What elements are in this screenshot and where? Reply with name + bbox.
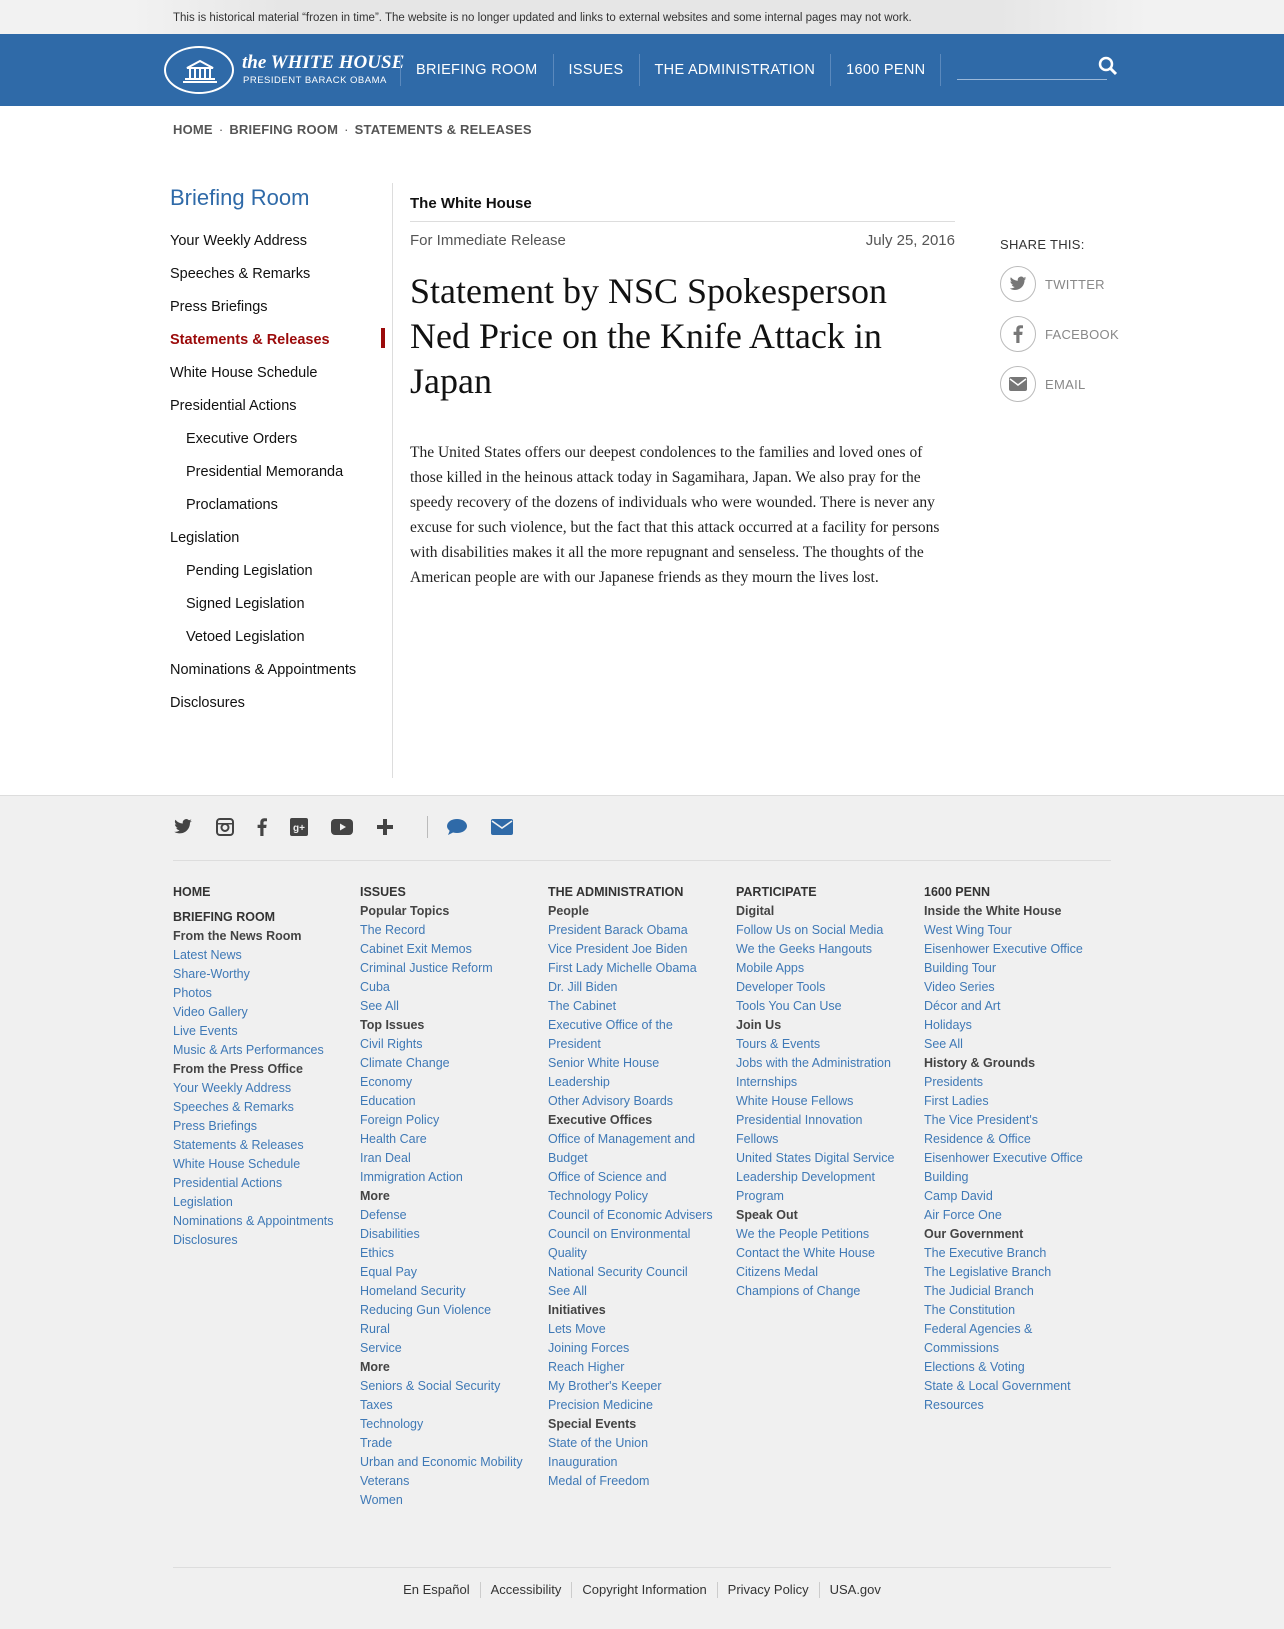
nav-briefing-room[interactable]: BRIEFING ROOM [400, 54, 553, 86]
sidebar-item-presidential-actions[interactable]: Presidential Actions [170, 398, 297, 414]
logo-title: the WHITE HOUSE [242, 52, 405, 73]
historical-notice-bar [0, 0, 1284, 34]
footer-link[interactable]: Trade [360, 1436, 393, 1450]
nav-the-administration[interactable]: THE ADMINISTRATION [639, 54, 831, 86]
footer-link[interactable]: Leadership Development Program [736, 1170, 875, 1203]
footer-link[interactable]: Other Advisory Boards [548, 1094, 674, 1108]
footer-link[interactable]: Dr. Jill Biden [548, 980, 618, 994]
footer-link[interactable]: Citizens Medal [736, 1265, 818, 1279]
footer-column-1600-penn [924, 883, 1089, 1415]
footer-link[interactable]: Champions of Change [736, 1284, 861, 1298]
twitter-icon[interactable] [1000, 266, 1036, 302]
footer-link[interactable]: Immigration Action [360, 1170, 463, 1184]
footer-link[interactable]: Décor and Art [924, 999, 1001, 1013]
footer-link[interactable]: West Wing Tour [924, 923, 1012, 937]
footer-link[interactable]: Ethics [360, 1246, 395, 1260]
footer-subheading: Special Events [548, 1417, 637, 1431]
footer-subheading: Initiatives [548, 1303, 606, 1317]
footer-link[interactable]: Photos [173, 986, 212, 1000]
instagram-icon[interactable] [216, 818, 234, 836]
footer-link[interactable]: See All [548, 1284, 587, 1298]
share-label: SHARE THIS: [1000, 237, 1085, 252]
sidebar-item-press-briefings[interactable]: Press Briefings [170, 299, 268, 315]
main-nav [400, 54, 941, 86]
site-header [0, 34, 1284, 106]
footer-link[interactable]: Precision Medicine [548, 1398, 653, 1412]
footer-subheading: Inside the White House [924, 904, 1062, 918]
footer-link[interactable]: Disclosures [173, 1233, 238, 1247]
footer-bottom-links [0, 1582, 1284, 1598]
sidebar-item-legislation[interactable]: Legislation [170, 530, 240, 546]
footer-column-home [173, 883, 353, 1250]
footer-link[interactable]: Presidential Actions [173, 1176, 283, 1190]
share-email[interactable] [1000, 366, 1119, 402]
footer-heading[interactable]: ISSUES [360, 885, 406, 899]
breadcrumb [173, 122, 532, 137]
footer-link[interactable]: Press Briefings [173, 1119, 258, 1133]
footer-link[interactable]: Latest News [173, 948, 242, 962]
sidebar-item-statements-releases[interactable]: Statements & Releases [170, 332, 392, 365]
footer-column-administration [548, 883, 713, 1491]
article-body: The United States offers our deepest condolences to the families and loved ones of those killed in the heinous attack today in Sagamihara, Japan. We also pray for the speedy recovery of the dozens of individuals who were wounded. There is never any excuse for such violence, but the fact that this attack occurred at a facility for persons with disabilities makes it all the more repugnant and senseless. The thoughts of the American people are with our Japanese friends as they mourn the lives lost. [410, 444, 940, 586]
footer-column-participate [736, 883, 901, 1301]
footer-link[interactable]: Education [360, 1094, 416, 1108]
footer-link[interactable]: Internships [736, 1075, 798, 1089]
footer-link[interactable]: Women [360, 1493, 403, 1507]
sidebar-item-executive-orders[interactable]: Executive Orders [186, 431, 298, 447]
release-date: July 25, 2016 [865, 232, 955, 249]
footer-link[interactable]: My Brother's Keeper [548, 1379, 662, 1393]
footer-heading[interactable]: HOME [173, 885, 211, 899]
footer-link[interactable]: The Judicial Branch [924, 1284, 1034, 1298]
footer-link[interactable]: Speeches & Remarks [173, 1100, 294, 1114]
footer-link[interactable]: Presidents [924, 1075, 984, 1089]
footer-link[interactable]: Presidential Innovation Fellows [736, 1113, 863, 1146]
share-box [1000, 237, 1119, 402]
footer-link-usa-gov[interactable]: USA.gov [819, 1582, 891, 1598]
sidebar-item-vetoed-legislation[interactable]: Vetoed Legislation [186, 629, 305, 645]
footer-link[interactable]: The Cabinet [548, 999, 617, 1013]
sidebar-divider [392, 183, 393, 778]
footer-link[interactable]: Contact the White House [736, 1246, 875, 1260]
email-icon[interactable] [1000, 366, 1036, 402]
twitter-icon[interactable] [173, 819, 193, 835]
footer-link[interactable]: First Lady Michelle Obama [548, 961, 697, 975]
share-facebook-label[interactable]: FACEBOOK [1045, 326, 1119, 342]
footer-link[interactable]: White House Schedule [173, 1157, 301, 1171]
sidebar-item-presidential-memoranda[interactable]: Presidential Memoranda [186, 464, 344, 480]
footer-heading[interactable]: 1600 PENN [924, 885, 991, 899]
footer-subheading: Popular Topics [360, 904, 450, 918]
footer-link[interactable]: The Constitution [924, 1303, 1016, 1317]
footer-link[interactable]: Seniors & Social Security [360, 1379, 501, 1393]
footer-subheading: More [360, 1360, 390, 1374]
footer-link[interactable]: White House Fellows [736, 1094, 854, 1108]
footer-link[interactable]: Mobile Apps [736, 961, 805, 975]
footer-link[interactable]: Video Gallery [173, 1005, 248, 1019]
footer-subheading: Top Issues [360, 1018, 425, 1032]
svg-text:g+: g+ [293, 823, 305, 834]
footer-link[interactable]: Holidays [924, 1018, 972, 1032]
footer-link[interactable]: Federal Agencies & Commissions [924, 1322, 1033, 1355]
footer-link[interactable]: Vice President Joe Biden [548, 942, 688, 956]
footer-link[interactable]: Criminal Justice Reform [360, 961, 493, 975]
footer-link[interactable]: Service [360, 1341, 402, 1355]
footer-link[interactable]: Share-Worthy [173, 967, 250, 981]
footer-link-copyright[interactable]: Copyright Information [571, 1582, 716, 1598]
footer-link[interactable]: See All [360, 999, 399, 1013]
footer-link-accessibility[interactable]: Accessibility [480, 1582, 572, 1598]
footer-link[interactable]: President Barack Obama [548, 923, 688, 937]
footer-link[interactable]: Lets Move [548, 1322, 606, 1336]
footer-link[interactable]: Defense [360, 1208, 407, 1222]
footer-link[interactable]: Civil Rights [360, 1037, 423, 1051]
footer-subheading: From the News Room [173, 929, 302, 943]
footer-social-row [173, 816, 536, 838]
footer-subheading: From the Press Office [173, 1062, 303, 1076]
footer-link[interactable]: Follow Us on Social Media [736, 923, 884, 937]
footer-link[interactable]: Inauguration [548, 1455, 618, 1469]
sidebar-item-nominations-appointments[interactable]: Nominations & Appointments [170, 662, 357, 678]
footer-link[interactable]: United States Digital Service [736, 1151, 895, 1165]
footer-link[interactable]: Live Events [173, 1024, 238, 1038]
footer-link[interactable]: Your Weekly Address [173, 1081, 292, 1095]
article-headline: Statement by NSC Spokesperson Ned Price on the Knife Attack in Japan [410, 271, 887, 401]
footer-link[interactable]: Climate Change [360, 1056, 450, 1070]
sidebar-item-pending-legislation[interactable]: Pending Legislation [186, 563, 313, 579]
search-input[interactable] [957, 56, 1107, 80]
footer-link-espanol[interactable]: En Español [403, 1582, 470, 1597]
chat-icon[interactable] [446, 818, 468, 836]
footer-link[interactable]: Nominations & Appointments [173, 1214, 334, 1228]
white-house-seal-icon [164, 46, 234, 94]
footer-link[interactable]: Medal of Freedom [548, 1474, 650, 1488]
footer-link[interactable]: Reducing Gun Violence [360, 1303, 492, 1317]
footer-subheading: More [360, 1189, 390, 1203]
footer-column-issues [360, 883, 525, 1510]
sidebar-title[interactable]: Briefing Room [170, 185, 310, 210]
footer-link[interactable]: The Legislative Branch [924, 1265, 1052, 1279]
footer-link[interactable]: Council on Environmental Quality [548, 1227, 691, 1260]
footer-subheading: Join Us [736, 1018, 782, 1032]
historical-notice-text: This is historical material “frozen in time”. The website is no longer updated and links to external websites and some internal pages may not work. [173, 12, 912, 24]
footer-link[interactable]: The Executive Branch [924, 1246, 1047, 1260]
breadcrumb-statements-releases[interactable]: STATEMENTS & RELEASES [354, 122, 532, 137]
medium-plus-icon[interactable] [376, 818, 394, 836]
footer-divider [173, 860, 1111, 861]
footer-link[interactable]: Office of Science and Technology Policy [548, 1170, 667, 1203]
footer-link[interactable]: Eisenhower Executive Office Building Tour [924, 942, 1083, 975]
footer-link[interactable]: The Record [360, 923, 426, 937]
footer-link[interactable]: Tools You Can Use [736, 999, 842, 1013]
footer-link[interactable]: Developer Tools [736, 980, 826, 994]
footer-subheading: Executive Offices [548, 1113, 653, 1127]
footer-link[interactable]: We the Geeks Hangouts [736, 942, 872, 956]
search-icon[interactable] [1098, 56, 1118, 81]
footer-heading[interactable]: THE ADMINISTRATION [548, 885, 684, 899]
footer-link[interactable]: Equal Pay [360, 1265, 417, 1279]
footer-link[interactable]: Joining Forces [548, 1341, 630, 1355]
footer-link[interactable]: Foreign Policy [360, 1113, 440, 1127]
footer-link[interactable]: Tours & Events [736, 1037, 821, 1051]
share-email-label[interactable]: EMAIL [1045, 376, 1086, 392]
footer-link[interactable]: Veterans [360, 1474, 410, 1488]
footer-subheading: People [548, 904, 589, 918]
footer-subheading: History & Grounds [924, 1056, 1036, 1070]
breadcrumb-separator: · [218, 122, 224, 137]
breadcrumb-separator: · [344, 122, 349, 137]
footer-link[interactable]: Legislation [173, 1195, 233, 1209]
footer-link[interactable]: See All [924, 1037, 963, 1051]
logo-subtitle: PRESIDENT BARACK OBAMA [243, 75, 387, 86]
footer-link-privacy[interactable]: Privacy Policy [717, 1582, 819, 1598]
youtube-icon[interactable] [331, 819, 353, 835]
footer-link[interactable]: The Vice President's Residence & Office [924, 1113, 1039, 1146]
footer-subheading: Speak Out [736, 1208, 798, 1222]
email-icon[interactable] [491, 819, 513, 835]
footer-link[interactable]: Statements & Releases [173, 1138, 304, 1152]
footer-link[interactable]: Cabinet Exit Memos [360, 942, 472, 956]
footer-link[interactable]: Economy [360, 1075, 413, 1089]
share-twitter-label[interactable]: TWITTER [1045, 276, 1105, 292]
google-plus-icon[interactable] [290, 818, 308, 836]
sidebar-item-speeches-remarks[interactable]: Speeches & Remarks [170, 266, 311, 282]
site-logo[interactable] [164, 46, 405, 94]
article-byline: The White House [410, 195, 955, 222]
footer-subheading: Digital [736, 904, 775, 918]
footer-link[interactable]: Homeland Security [360, 1284, 466, 1298]
release-row [410, 232, 955, 249]
footer-link[interactable]: Iran Deal [360, 1151, 411, 1165]
footer-link[interactable]: Video Series [924, 980, 995, 994]
section-sidebar [170, 185, 392, 728]
footer-link[interactable]: Elections & Voting [924, 1360, 1025, 1374]
sidebar-item-disclosures[interactable]: Disclosures [170, 695, 245, 711]
footer-link[interactable]: Technology [360, 1417, 424, 1431]
breadcrumb-home[interactable]: HOME [173, 122, 213, 137]
nav-1600-penn[interactable]: 1600 PENN [830, 54, 941, 86]
footer-link[interactable]: Camp David [924, 1189, 993, 1203]
footer-link[interactable]: State of the Union [548, 1436, 649, 1450]
footer-link[interactable]: First Ladies [924, 1094, 989, 1108]
share-twitter[interactable] [1000, 266, 1119, 302]
sidebar-item-signed-legislation[interactable]: Signed Legislation [186, 596, 305, 612]
facebook-icon[interactable] [257, 818, 267, 836]
footer-subheading: Our Government [924, 1227, 1024, 1241]
footer-divider [173, 1567, 1111, 1568]
release-type: For Immediate Release [410, 232, 566, 249]
footer-link[interactable]: Disabilities [360, 1227, 420, 1241]
footer-link[interactable]: Office of Management and Budget [548, 1132, 696, 1165]
footer-link[interactable]: Council of Economic Advisers [548, 1208, 713, 1222]
footer-link[interactable]: Eisenhower Executive Office Building [924, 1151, 1083, 1184]
footer-link[interactable]: Senior White House Leadership [548, 1056, 660, 1089]
breadcrumb-briefing-room[interactable]: BRIEFING ROOM [229, 122, 339, 137]
article [410, 195, 955, 590]
footer-link[interactable]: We the People Petitions [736, 1227, 870, 1241]
sidebar-item-your-weekly-address[interactable]: Your Weekly Address [170, 233, 308, 249]
footer-link[interactable]: Rural [360, 1322, 390, 1336]
sidebar-item-proclamations[interactable]: Proclamations [186, 497, 278, 513]
footer-link[interactable]: Taxes [360, 1398, 393, 1412]
footer-link[interactable]: Music & Arts Performances [173, 1043, 324, 1057]
sidebar-item-white-house-schedule[interactable]: White House Schedule [170, 365, 318, 381]
footer-link[interactable]: Health Care [360, 1132, 427, 1146]
footer-heading[interactable]: BRIEFING ROOM [173, 910, 276, 924]
footer-heading[interactable]: PARTICIPATE [736, 885, 817, 899]
footer-link[interactable]: Air Force One [924, 1208, 1002, 1222]
footer-link[interactable]: Executive Office of the President [548, 1018, 673, 1051]
footer-link[interactable]: State & Local Government Resources [924, 1379, 1071, 1412]
footer-link[interactable]: Jobs with the Administration [736, 1056, 891, 1070]
facebook-icon[interactable] [1000, 316, 1036, 352]
footer-link[interactable]: Cuba [360, 980, 390, 994]
share-facebook[interactable] [1000, 316, 1119, 352]
footer-link[interactable]: National Security Council [548, 1265, 688, 1279]
footer-link[interactable]: Urban and Economic Mobility [360, 1455, 523, 1469]
nav-issues[interactable]: ISSUES [553, 54, 639, 86]
social-divider [427, 816, 428, 838]
footer-link[interactable]: Reach Higher [548, 1360, 625, 1374]
